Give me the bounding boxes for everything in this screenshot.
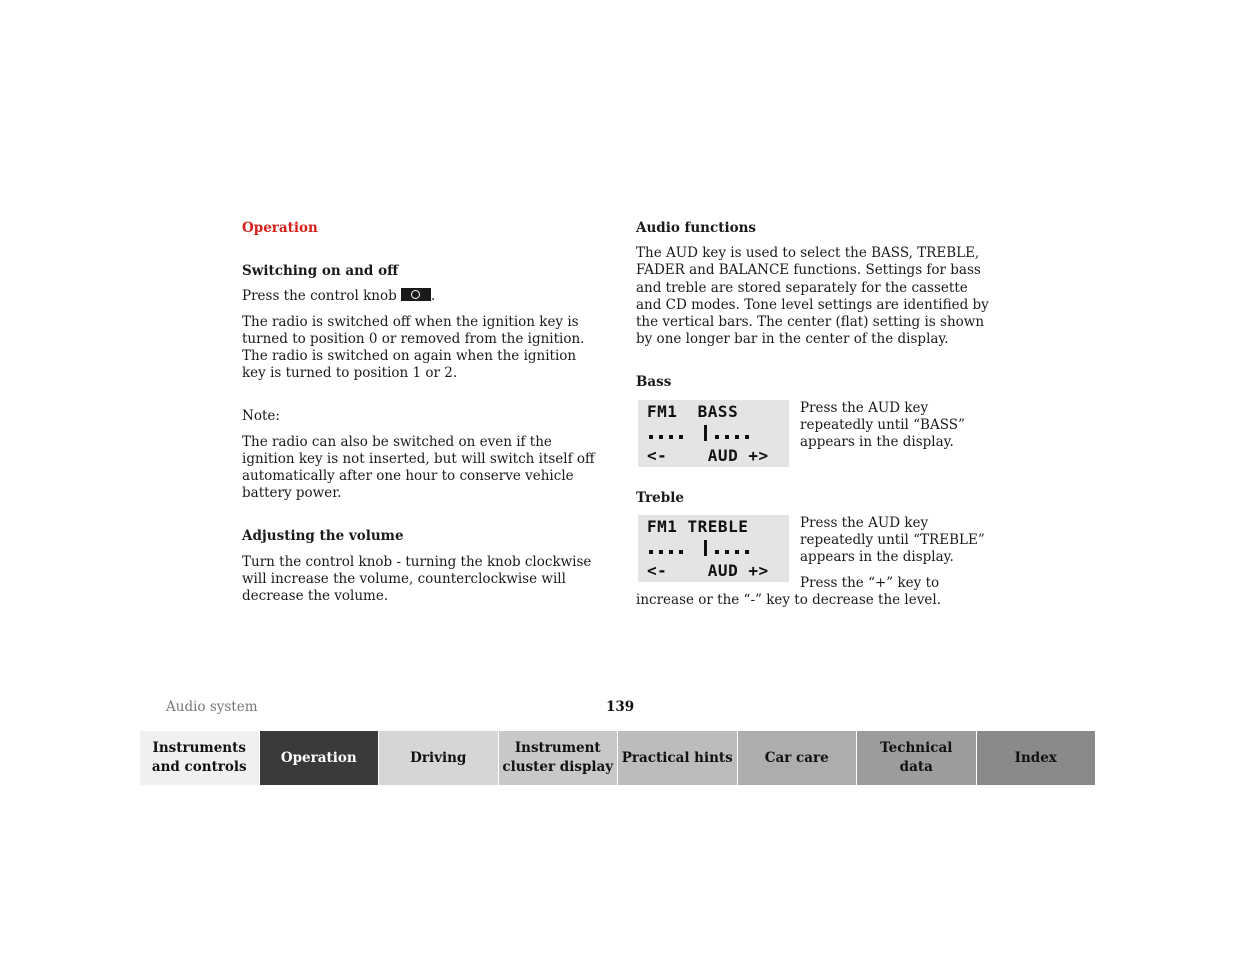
tab-operation[interactable]: Operation xyxy=(260,731,380,785)
switch-off-paragraph: The radio is switched off when the ignition key is turned to position 0 or removed from the ignition. The radio is switched on again when the ignition key is turned to position 1 or 2. xyxy=(242,313,585,382)
treble-lcd-display xyxy=(638,515,789,582)
bass-lcd-line1: FM1 BASS xyxy=(647,401,739,421)
chapter-name: Audio system xyxy=(166,699,258,715)
press-knob-period: . xyxy=(431,288,436,305)
level-text: Press the “+” key to increase or the “-” key to decrease the level. xyxy=(636,574,941,609)
note-paragraph: The radio can also be switched on even if the ignition key is not inserted, but will switch itself off automatically after one hour to conserve vehicle battery power. xyxy=(242,433,595,502)
tab-instruments-and-controls[interactable]: Instruments and controls xyxy=(140,731,260,785)
bass-display-row xyxy=(636,400,996,472)
press-knob-text: Press the control knob xyxy=(242,288,397,305)
tab-instrument-cluster-display[interactable]: Instrument cluster display xyxy=(499,731,619,785)
tab-practical-hints[interactable]: Practical hints xyxy=(618,731,738,785)
volume-heading: Adjusting the volume xyxy=(242,528,404,545)
left-column xyxy=(242,220,604,613)
page-number: 139 xyxy=(606,699,635,715)
note-label: Note: xyxy=(242,408,280,425)
tab-driving[interactable]: Driving xyxy=(379,731,499,785)
section-label: Operation xyxy=(242,220,318,236)
treble-instruction: Press the AUD key repeatedly until “TREBLE” appears in the display. xyxy=(800,514,985,566)
treble-lcd-line3: <- AUD +> xyxy=(647,560,769,580)
control-knob-icon xyxy=(401,288,431,301)
audio-functions-heading: Audio functions xyxy=(636,220,757,236)
bass-level-bar xyxy=(647,423,789,445)
chapter-tab-bar xyxy=(140,731,1095,785)
right-column xyxy=(636,220,996,617)
bass-instruction: Press the AUD key repeatedly until “BASS” appears in the display. xyxy=(800,399,965,451)
press-knob-paragraph xyxy=(242,288,604,305)
bass-lcd-line3: <- AUD +> xyxy=(647,445,769,465)
tab-car-care[interactable]: Car care xyxy=(738,731,858,785)
bass-lcd-display xyxy=(638,400,789,467)
tab-index[interactable]: Index xyxy=(977,731,1096,785)
tab-technical-data[interactable]: Technical data xyxy=(857,731,977,785)
treble-lcd-line1: FM1 TREBLE xyxy=(647,516,749,536)
treble-heading: Treble xyxy=(636,489,684,506)
volume-paragraph: Turn the control knob - turning the knob clockwise will increase the volume, counterclockwise will decrease the volume. xyxy=(242,553,592,605)
treble-level-bar xyxy=(647,538,789,560)
audio-functions-paragraph: The AUD key is used to select the BASS, TREBLE, FADER and BALANCE functions. Settings for bass and treble are stored separately for the cassette and CD modes. Tone level settings are identified by the vertical bars. The center (flat) setting is shown by one longer bar in the center of the display. xyxy=(636,245,989,348)
switching-heading: Switching on and off xyxy=(242,263,399,280)
treble-display-row xyxy=(636,514,996,580)
bass-heading: Bass xyxy=(636,374,672,391)
